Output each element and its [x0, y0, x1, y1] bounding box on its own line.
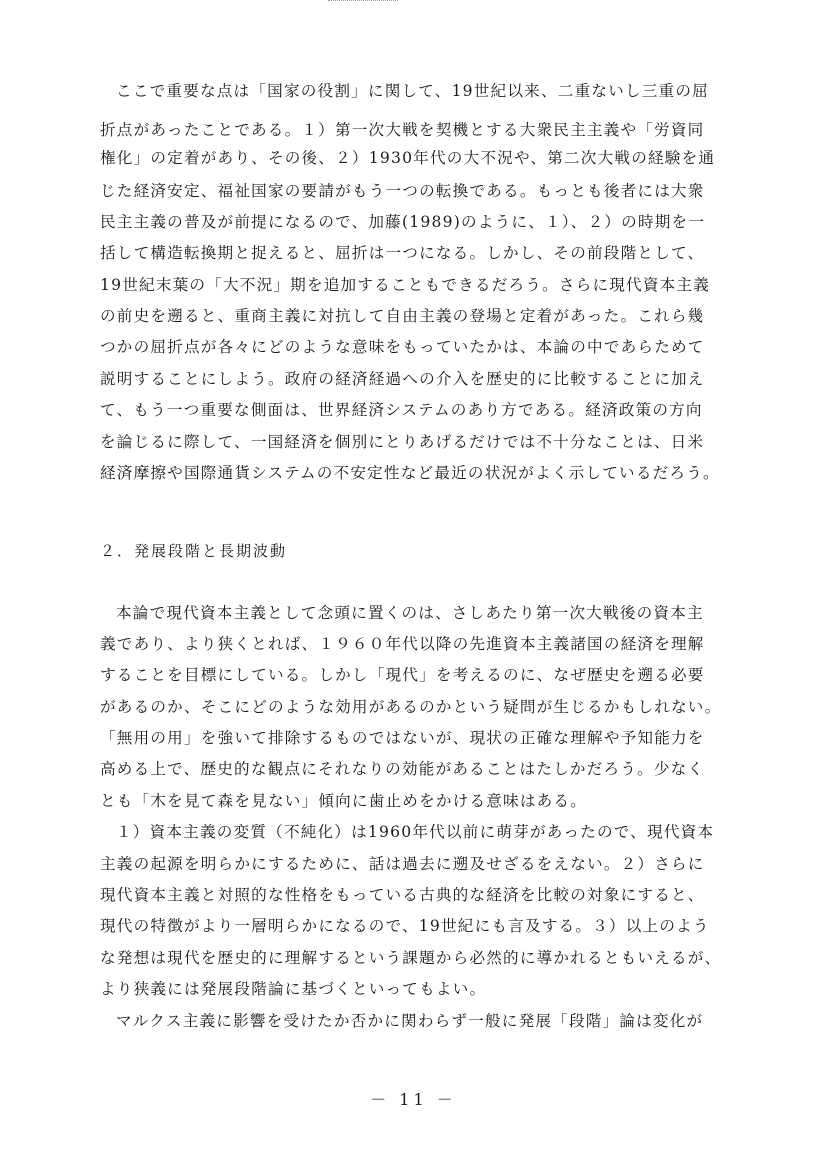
p3-line-3: 現代資本主義と対照的な性格をもっている古典的な経済を比較の対象にすると、 — [100, 886, 705, 904]
p2-line-6: 高める上で、歴史的な観点にそれなりの効能があることはたしかだろう。少なく — [100, 760, 705, 778]
page-number: － 11 － — [370, 1090, 457, 1109]
p3-line-2: 主義の起源を明らかにするために、話は過去に遡及せざるをえない。２）さらに — [100, 855, 705, 873]
p2-line-4: があるのか、そこにどのような効用があるのかという疑問が生じるかもしれない。 — [100, 698, 722, 716]
p1-line-10: 説明することにしよう。政府の経済経過への介入を歴史的に比較することに加え — [100, 370, 705, 388]
p1-line-5: 民主主義の普及が前提になるので、加藤(1989)のように、１）、２）の時期を一 — [100, 213, 706, 231]
p3-line-1: １）資本主義の変質（不純化）は1960年代以前に萌芽があったので、現代資本 — [116, 823, 715, 841]
p2-line-5: 「無用の用」を強いて排除するものではないが、現状の正確な理解や予知能力を — [100, 729, 705, 747]
p2-line-3: することを目標にしている。しかし「現代」を考えるのに、なぜ歴史を遡る必要 — [100, 666, 705, 684]
p3-line-6: より狭義には発展段階論に基づくといってもよい。 — [100, 980, 487, 998]
p2-line-1: 本論で現代資本主義として念頭に置くのは、さしあたり第一次大戦後の資本主 — [116, 604, 704, 622]
p1-line-4: じた経済安定、福祉国家の要請がもう一つの転換である。もっとも後者には大衆 — [100, 182, 705, 200]
p3-line-5: な発想は現代を歴史的に理解するという課題から必然的に導かれるともいえるが、 — [100, 949, 722, 967]
p1-line-9: つかの屈折点が各々にどのような意味をもっていたかは、本論の中であらためて — [100, 338, 705, 356]
scan-artifact — [328, 0, 398, 5]
p1-line-12: を論じるに際して、一国経済を個別にとりあげるだけでは不十分なことは、日米 — [100, 433, 705, 451]
section-heading: ２．発展段階と長期波動 — [100, 542, 288, 560]
p1-line-8: の前史を遡ると、重商主義に対抗して自由主義の登場と定着があった。これら幾 — [100, 307, 705, 325]
p1-line-3: 権化」の定着があり、その後、２）1930年代の大不況や、第二次大戦の経験を通 — [100, 149, 716, 167]
p1-line-6: 括して構造転換期と捉えると、屈折は一つになる。しかし、その前段階として、 — [100, 244, 705, 262]
p1-line-11: て、もう一つ重要な側面は、世界経済システムのあり方である。経済政策の方向 — [100, 401, 703, 419]
p2-line-7: とも「木を見て森を見ない」傾向に歯止めをかける意味はある。 — [100, 792, 588, 810]
p4-line-1: マルクス主義に影響を受けたか否かに関わらず一般に発展「段階」論は変化が — [116, 1012, 704, 1030]
p1-line-7: 19世紀末葉の「大不況」期を追加することもできるだろう。さらに現代資本主義 — [100, 276, 711, 294]
p2-line-2: 義であり、より狭くとれば、１９６０年代以降の先進資本主義諸国の経済を理解 — [100, 635, 705, 653]
p1-line-1: ここで重要な点は「国家の役割」に関して、19世紀以来、二重ないし三重の屈 — [116, 82, 709, 100]
p3-line-4: 現代の特徴がより一層明らかになるので、19世紀にも言及する。３）以上のよう — [100, 917, 710, 935]
p1-line-13: 経済摩擦や国際通貨システムの不安定性など最近の状況がよく示しているだろう。 — [100, 464, 720, 482]
p1-line-2: 折点があったことである。１）第一次大戦を契機とする大衆民主主義や「労資同 — [100, 121, 705, 139]
